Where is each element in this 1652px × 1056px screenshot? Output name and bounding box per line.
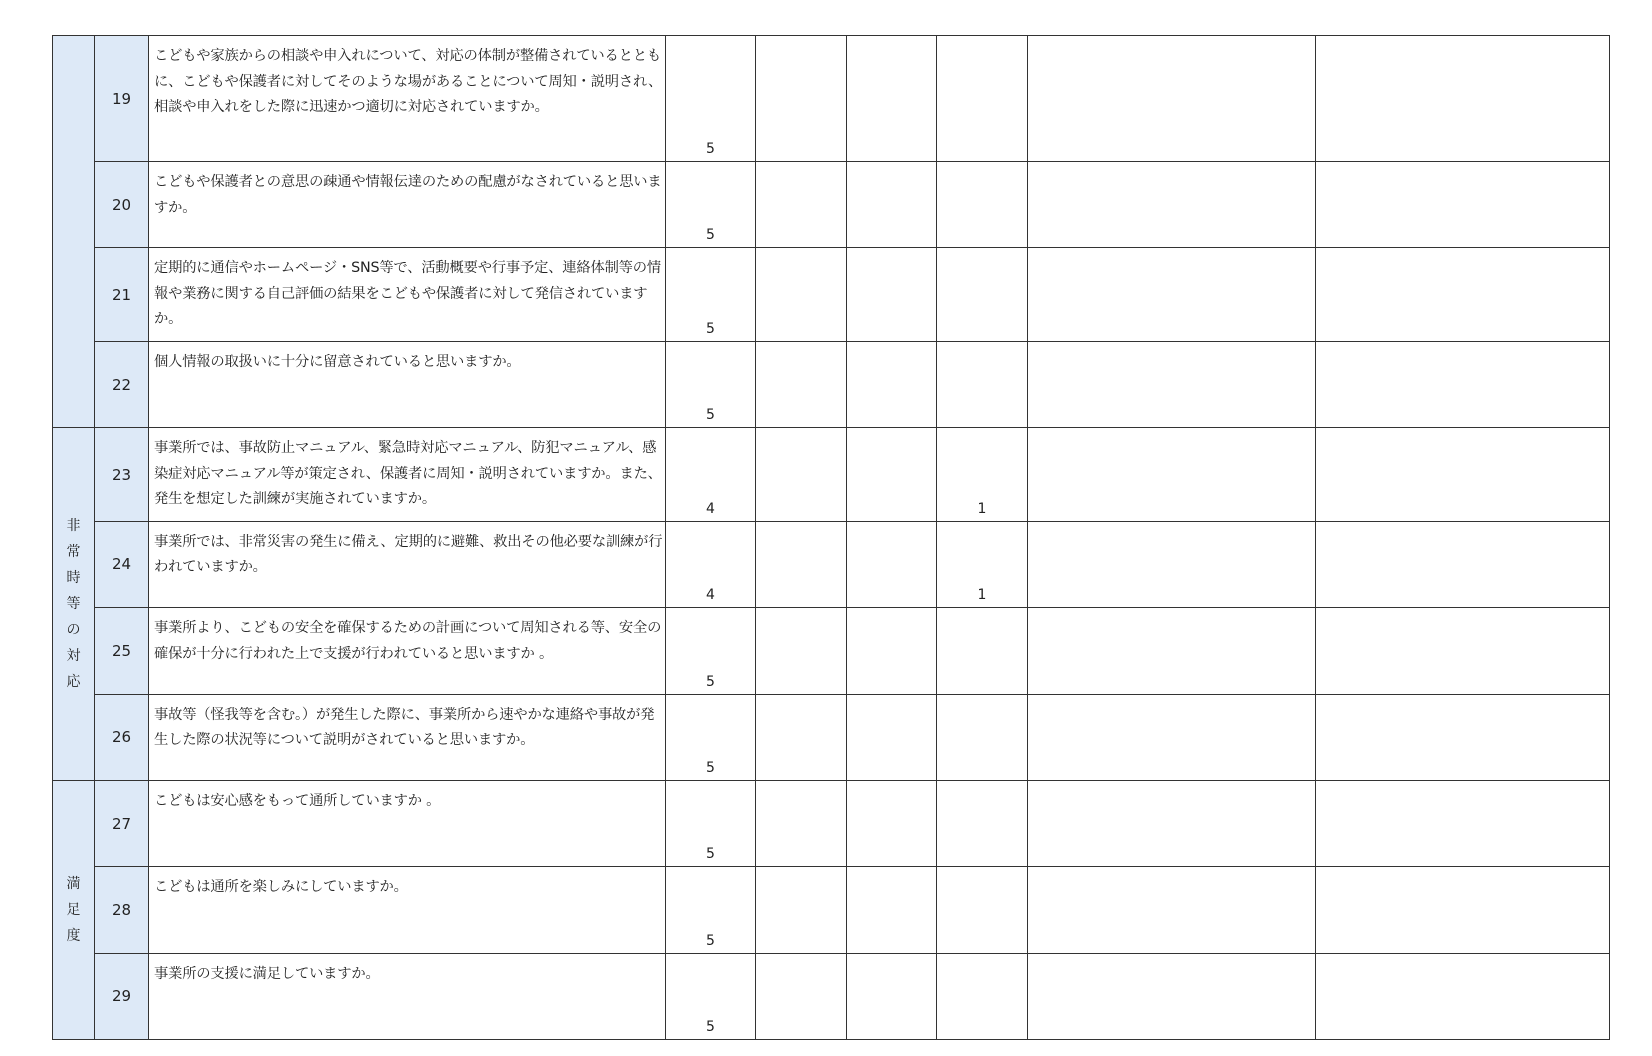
question-cell [149,608,666,694]
question-cell [149,248,666,342]
answer-cell[interactable] [847,341,937,427]
answer-cell[interactable] [1028,521,1316,607]
question-number: 29 [95,953,149,1039]
question-cell [149,953,666,1039]
question-cell [149,867,666,953]
question-cell [149,36,666,162]
answer-cell[interactable]: 5 [666,953,756,1039]
answer-cell[interactable] [847,867,937,953]
table-row [53,162,1610,248]
answer-cell[interactable] [756,521,847,607]
answer-cell[interactable] [937,953,1028,1039]
answer-cell[interactable] [756,36,847,162]
category-cell [53,36,95,428]
answer-cell[interactable] [1028,162,1316,248]
survey-table [52,35,1610,1040]
question-text: こどもや家族からの相談や申入れについて、対応の体制が整備されているとともに、こどもや保護者に対してそのような場があることについて周知・説明され、相談や申入れをした際に迅速かつ適切に対応されていますか。 [154,48,663,115]
question-number: 19 [95,36,149,162]
answer-cell[interactable]: 5 [666,694,756,780]
category-label: 非常時等の対応 [66,518,81,691]
question-text: 事業所では、非常災害の発生に備え、定期的に避難、救出その他必要な訓練が行われていますか。 [154,533,663,576]
answer-cell[interactable] [937,248,1028,342]
answer-cell[interactable] [937,694,1028,780]
answer-cell[interactable] [756,341,847,427]
table-row [53,867,1610,953]
question-text: 個人情報の取扱いに十分に留意されていると思いますか。 [154,353,521,370]
question-cell [149,780,666,866]
question-number: 26 [95,694,149,780]
table-row [53,608,1610,694]
table-row [53,953,1610,1039]
answer-cell[interactable] [847,521,937,607]
question-number: 24 [95,521,149,607]
answer-cell[interactable]: 4 [666,428,756,522]
question-text: こどもや保護者との意思の疎通や情報伝達のための配慮がなされていると思いますか。 [154,174,662,216]
table-row [53,341,1610,427]
question-number: 21 [95,248,149,342]
answer-cell[interactable]: 5 [666,248,756,342]
question-text: こどもは安心感をもって通所していますか 。 [154,792,441,809]
question-number: 27 [95,780,149,866]
answer-cell[interactable] [847,953,937,1039]
answer-cell[interactable] [1316,608,1610,694]
answer-cell[interactable] [1028,780,1316,866]
question-cell [149,521,666,607]
answer-cell[interactable] [1316,341,1610,427]
answer-cell[interactable] [1316,248,1610,342]
table-row [53,694,1610,780]
answer-cell[interactable]: 5 [666,36,756,162]
question-cell [149,341,666,427]
answer-cell[interactable] [847,248,937,342]
answer-cell[interactable] [847,780,937,866]
category-cell [53,780,95,1039]
question-number: 22 [95,341,149,427]
question-cell [149,694,666,780]
answer-cell[interactable] [756,162,847,248]
answer-cell[interactable] [756,953,847,1039]
question-text: 事業所より、こどもの安全を確保するための計画について周知される等、安全の確保が十分に行われた上で支援が行われていると思いますか 。 [154,620,662,662]
answer-cell[interactable] [1028,953,1316,1039]
answer-cell[interactable] [847,36,937,162]
answer-cell[interactable] [1316,953,1610,1039]
answer-cell[interactable] [756,428,847,522]
answer-cell[interactable] [937,36,1028,162]
answer-cell[interactable] [756,694,847,780]
answer-cell[interactable] [756,780,847,866]
answer-cell[interactable]: 5 [666,608,756,694]
answer-cell[interactable] [756,867,847,953]
question-text: 事業所では、事故防止マニュアル、緊急時対応マニュアル、防犯マニュアル、感染症対応マニュアル等が策定され、保護者に周知・説明されていますか。また、発生を想定した訓練が実施されていますか。 [154,440,662,508]
answer-cell[interactable] [1316,162,1610,248]
answer-cell[interactable]: 5 [666,341,756,427]
answer-cell[interactable] [1316,521,1610,607]
table-row [53,521,1610,607]
table-row [53,36,1610,162]
answer-cell[interactable]: 5 [666,780,756,866]
question-text: 事故等（怪我等を含む。）が発生した際に、事業所から速やかな連絡や事故が発生した際の状況等について説明がされていると思いますか。 [154,706,655,749]
answer-cell[interactable] [1028,341,1316,427]
answer-cell[interactable] [847,694,937,780]
answer-cell[interactable] [937,867,1028,953]
answer-cell[interactable]: 5 [666,867,756,953]
answer-cell[interactable]: 5 [666,162,756,248]
answer-cell[interactable] [937,608,1028,694]
answer-cell[interactable] [937,341,1028,427]
answer-cell[interactable] [937,780,1028,866]
category-label: 満足度 [66,876,81,945]
answer-cell[interactable] [756,608,847,694]
answer-cell[interactable] [847,608,937,694]
answer-cell[interactable]: 1 [937,521,1028,607]
question-text: 事業所の支援に満足していますか。 [154,965,380,982]
answer-cell[interactable] [1028,36,1316,162]
question-number: 20 [95,162,149,248]
answer-cell[interactable]: 1 [937,428,1028,522]
answer-cell[interactable] [1028,428,1316,522]
answer-cell[interactable] [1028,248,1316,342]
question-number: 23 [95,428,149,522]
answer-cell[interactable] [1316,780,1610,866]
answer-cell[interactable] [1316,867,1610,953]
answer-cell[interactable] [847,162,937,248]
question-number: 25 [95,608,149,694]
question-cell [149,428,666,522]
question-text: こどもは通所を楽しみにしていますか。 [154,879,408,896]
survey-table-body [53,36,1610,1040]
answer-cell[interactable] [1316,428,1610,522]
table-row [53,428,1610,522]
table-row [53,780,1610,866]
question-number: 28 [95,867,149,953]
question-cell [149,162,666,248]
answer-cell[interactable] [937,162,1028,248]
question-text: 定期的に通信やホームページ・SNS等で、活動概要や行事予定、連絡体制等の情報や業務に関する自己評価の結果をこどもや保護者に対して発信されていますか。 [154,260,661,328]
category-cell [53,428,95,781]
answer-cell[interactable] [1028,867,1316,953]
answer-cell[interactable] [1316,694,1610,780]
table-row [53,248,1610,342]
answer-cell[interactable] [1028,694,1316,780]
answer-cell[interactable] [756,248,847,342]
answer-cell[interactable] [1028,608,1316,694]
answer-cell[interactable] [847,428,937,522]
answer-cell[interactable] [1316,36,1610,162]
answer-cell[interactable]: 4 [666,521,756,607]
